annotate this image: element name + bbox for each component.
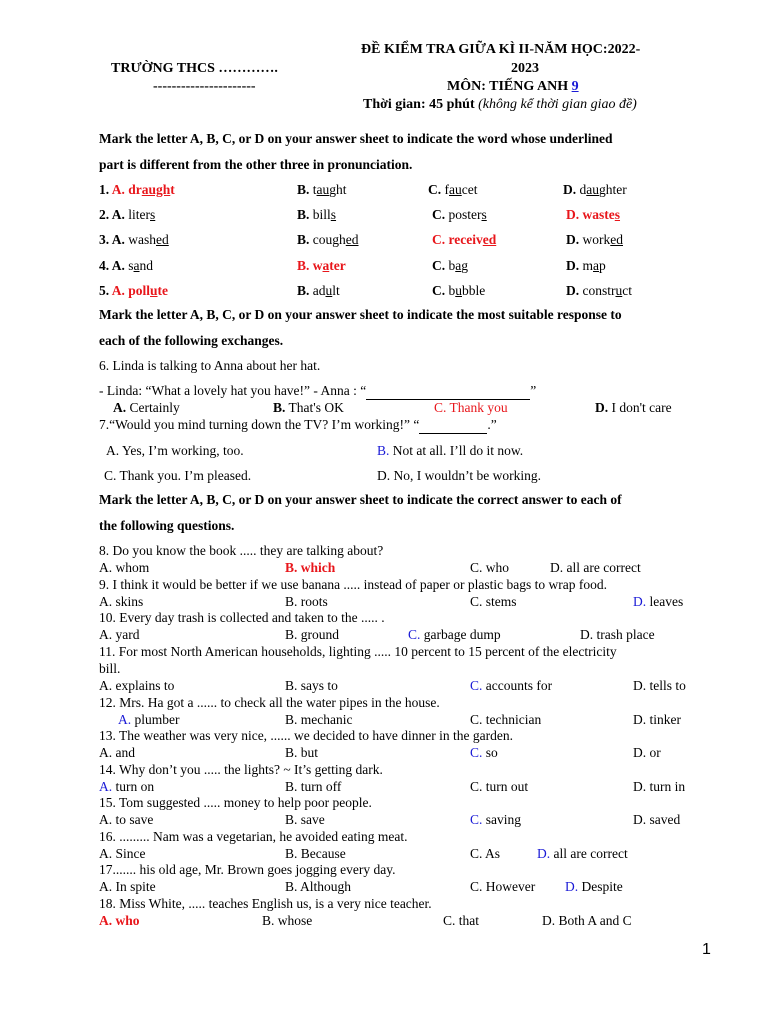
q3-option-a: 3. A. washed [99, 232, 169, 247]
q7-option-c: C. Thank you. I’m pleased. [104, 468, 252, 483]
q2-option-a: 2. A. liters [99, 207, 156, 222]
q8-option-a: A. whom [99, 560, 150, 575]
q16-option-d: D. all are correct [537, 846, 628, 861]
q8-stem: 8. Do you know the book ..... they are talking about? [99, 543, 384, 558]
q14-option-a: A. turn on [99, 779, 155, 794]
q8-option-d: D. all are correct [550, 560, 641, 575]
section3-instruction-line1: Mark the letter A, B, C, or D on your answer sheet to indicate the correct answer to each of [99, 492, 622, 507]
q17-option-c: C. However [470, 879, 536, 894]
q10-option-d: D. trash place [580, 627, 655, 642]
exam-title-line2: 2023 [511, 61, 539, 76]
q1-option-b: B. taught [297, 182, 347, 197]
q15-option-a: A. to save [99, 812, 154, 827]
q10-option-a: A. yard [99, 627, 140, 642]
q7-option-b: B. Not at all. I’ll do it now. [377, 443, 524, 458]
q10-option-b: B. ground [285, 627, 339, 642]
q6-answer-blank [366, 383, 530, 400]
q5-option-b: B. adult [297, 283, 340, 298]
q13-stem: 13. The weather was very nice, ...... we decided to have dinner in the garden. [99, 728, 513, 743]
q11-stem-line2: bill. [99, 661, 121, 676]
q9-option-a: A. skins [99, 594, 144, 609]
q10-option-c: C. garbage dump [408, 627, 501, 642]
section1-instruction-line2: part is different from the other three in pronunciation. [99, 157, 413, 172]
q13-option-b: B. but [285, 745, 319, 760]
section2-instruction-line2: each of the following exchanges. [99, 333, 284, 348]
q9-option-c: C. stems [470, 594, 517, 609]
q18-option-a: A. who [99, 913, 140, 928]
q6-option-c: C. Thank you [434, 400, 508, 415]
q1-option-c: C. faucet [428, 182, 478, 197]
q11-stem-line1: 11. For most North American households, lighting ..... 10 percent to 15 percent of the electricity [99, 644, 617, 659]
q6-option-b: B. That's OK [273, 400, 344, 415]
q13-option-c: C. so [470, 745, 498, 760]
q3-option-d: D. worked [566, 232, 623, 247]
q7-stem: 7.“Would you mind turning down the TV? I’m working!” “ .” [99, 417, 497, 432]
q16-option-a: A. Since [99, 846, 146, 861]
q7-option-a: A. Yes, I’m working, too. [106, 443, 244, 458]
q10-stem: 10. Every day trash is collected and taken to the ..... . [99, 610, 385, 625]
q11-option-a: A. explains to [99, 678, 175, 693]
q11-option-b: B. says to [285, 678, 338, 693]
q18-option-d: D. Both A and C [542, 913, 632, 928]
q18-option-c: C. that [443, 913, 479, 928]
q4-option-a: 4. A. sand [99, 258, 154, 273]
q16-option-b: B. Because [285, 846, 346, 861]
q15-option-c: C. saving [470, 812, 522, 827]
q14-option-d: D. turn in [633, 779, 686, 794]
q12-option-b: B. mechanic [285, 712, 353, 727]
q14-option-b: B. turn off [285, 779, 342, 794]
q8-option-c: C. who [470, 560, 510, 575]
page-number: 1 [702, 941, 711, 958]
q6-stem: 6. Linda is talking to Anna about her hat. [99, 358, 321, 373]
q18-stem: 18. Miss White, ..... teaches English us, is a very nice teacher. [99, 896, 432, 911]
q17-option-d: D. Despite [565, 879, 623, 894]
q6-option-a: A. Certainly [113, 400, 180, 415]
q13-option-a: A. and [99, 745, 135, 760]
q8-option-b: B. which [285, 560, 336, 575]
q6-option-d: D. I don't care [595, 400, 672, 415]
q11-option-d: D. tells to [633, 678, 686, 693]
q16-stem: 16. ......... Nam was a vegetarian, he avoided eating meat. [99, 829, 408, 844]
subject-line: MÔN: TIẾNG ANH 9 [447, 79, 579, 94]
q5-option-d: D. construct [566, 283, 632, 298]
q12-option-a: A. plumber [118, 712, 180, 727]
q9-option-d: D. leaves [633, 594, 684, 609]
section3-instruction-line2: the following questions. [99, 518, 235, 533]
q12-option-d: D. tinker [633, 712, 681, 727]
q12-option-c: C. technician [470, 712, 542, 727]
q17-stem: 17....... his old age, Mr. Brown goes jogging every day. [99, 862, 396, 877]
q15-stem: 15. Tom suggested ..... money to help poor people. [99, 795, 372, 810]
grade-number: 9 [571, 79, 579, 94]
q9-stem: 9. I think it would be better if we use banana ..... instead of paper or plastic bags to wrap food. [99, 577, 607, 592]
q2-option-b: B. bills [297, 207, 337, 222]
q4-option-c: C. bag [432, 258, 468, 273]
q12-stem: 12. Mrs. Ha got a ...... to check all the water pipes in the house. [99, 695, 440, 710]
exam-title-line1: ĐỀ KIỂM TRA GIỮA KÌ II-NĂM HỌC:2022- [361, 42, 641, 57]
q5-option-a: 5. A. pollute [99, 283, 169, 298]
q9-option-b: B. roots [285, 594, 328, 609]
q15-option-b: B. save [285, 812, 325, 827]
school-divider: ---------------------- [153, 79, 256, 94]
q17-option-b: B. Although [285, 879, 352, 894]
q14-stem: 14. Why don’t you ..... the lights? ~ It’s getting dark. [99, 762, 383, 777]
q13-option-d: D. or [633, 745, 661, 760]
time-line: Thời gian: 45 phút (không kể thời gian giao đề) [363, 97, 637, 112]
q1-option-a: 1. A. draught [99, 182, 175, 197]
q7-answer-blank [419, 417, 487, 434]
q4-option-d: D. map [566, 258, 606, 273]
q3-option-b: B. coughed [297, 232, 359, 247]
q1-option-d: D. daughter [563, 182, 627, 197]
q18-option-b: B. whose [262, 913, 313, 928]
q14-option-c: C. turn out [470, 779, 529, 794]
q15-option-d: D. saved [633, 812, 681, 827]
section2-instruction-line1: Mark the letter A, B, C, or D on your answer sheet to indicate the most suitable response to [99, 307, 622, 322]
q11-option-c: C. accounts for [470, 678, 553, 693]
q7-option-d: D. No, I wouldn’t be working. [377, 468, 541, 483]
q6-dialog: - Linda: “What a lovely hat you have!” - Anna : “ ” [99, 383, 537, 398]
q16-option-c: C. As [470, 846, 501, 861]
section1-instruction-line1: Mark the letter A, B, C, or D on your answer sheet to indicate the word whose underlined [99, 131, 613, 146]
school-name: TRƯỜNG THCS …………. [111, 61, 278, 76]
q3-option-c: C. received [432, 232, 497, 247]
q17-option-a: A. In spite [99, 879, 156, 894]
q2-option-c: C. posters [432, 207, 487, 222]
q4-option-b: B. water [297, 258, 346, 273]
q2-option-d: D. wastes [566, 207, 621, 222]
q5-option-c: C. bubble [432, 283, 486, 298]
